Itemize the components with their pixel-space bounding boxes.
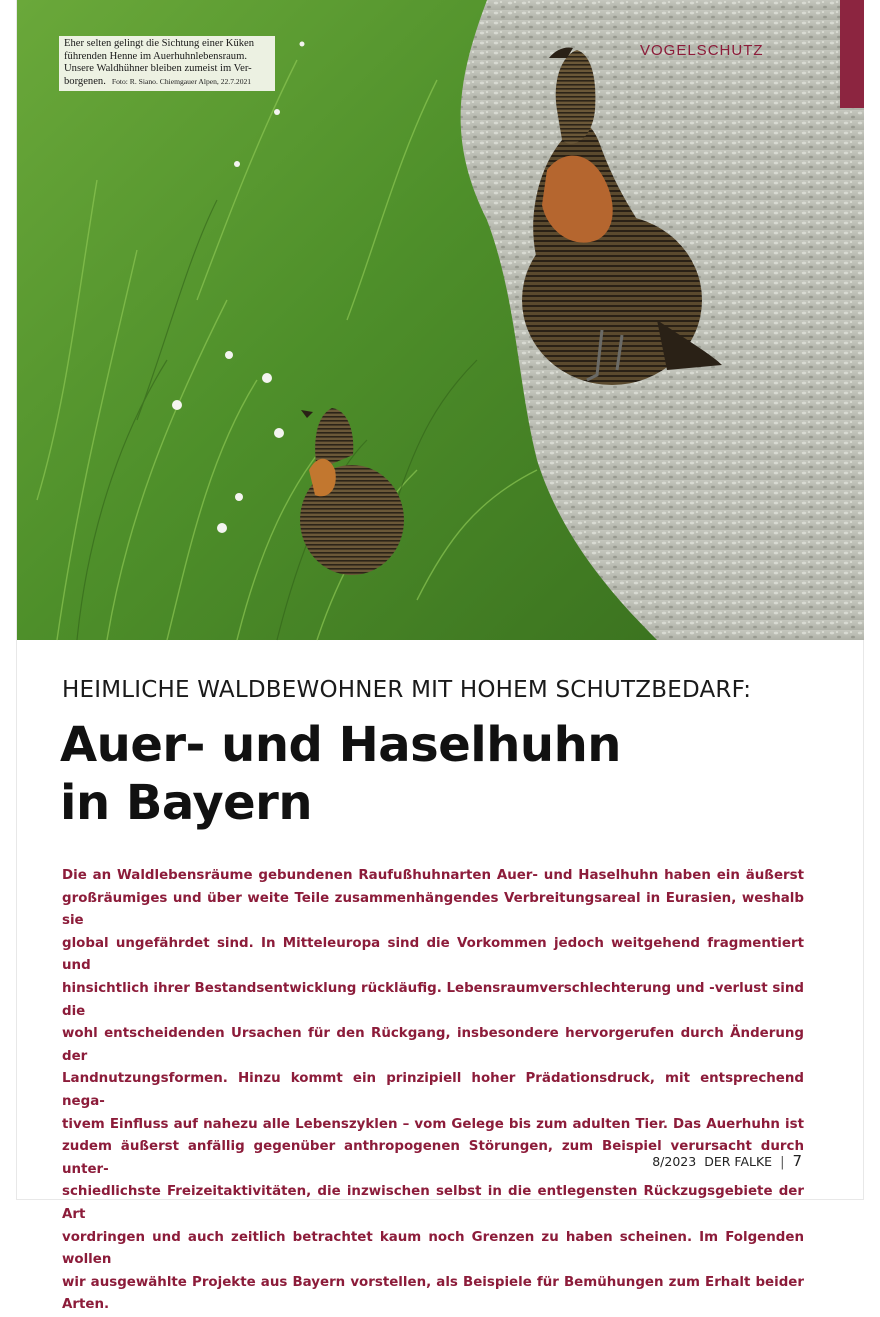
magazine-name: DER FALKE: [704, 1154, 773, 1169]
lead-line: wohl entscheidenden Ursachen für den Rückgang, insbesondere hervorgerufen durch Änderung der: [62, 1026, 804, 1064]
lead-line: Die an Waldlebensräume gebundenen Raufußhuhnarten Auer- und Haselhuhn haben ein äußerst: [62, 868, 804, 883]
article-kicker: HEIMLICHE WALDBEWOHNER MIT HOHEM SCHUTZBEDARF:: [62, 677, 752, 703]
lead-line: hinsichtlich ihrer Bestandsentwicklung rückläufig. Lebensraumverschlechterung und -verlust sind die: [62, 980, 804, 1019]
lead-paragraph: [62, 865, 804, 1317]
photo-caption: [59, 36, 275, 91]
section-label: VOGELSCHUTZ: [640, 42, 764, 59]
lead-line: vordringen und auch zeitlich betrachtet kaum noch Grenzen zu haben scheinen. Im Folgenden wollen: [62, 1229, 804, 1268]
page-footer: [652, 1152, 802, 1170]
lead-line: großräumiges und über weite Teile zusammenhängendes Verbreitungsareal in Eurasien, weshalb sie: [62, 890, 804, 929]
lead-line: zudem äußerst anfällig gegenüber anthropogenen Störungen, zum Beispiel verursacht durch unter-: [62, 1139, 804, 1177]
lead-line: schiedlichste Freizeitaktivitäten, die inzwischen selbst in die entlegensten Rückzugsgebiete der Art: [62, 1184, 804, 1222]
caption-line: borgenen. Foto: R. Siano. Chiemgauer Alpen, 22.7.2021: [64, 75, 252, 87]
section-color-bar: [840, 0, 864, 108]
lead-line: global ungefährdet sind. In Mitteleuropa sind die Vorkommen jedoch weitgehend fragmentiert und: [62, 935, 804, 974]
lead-line: tivem Einfluss auf nahezu alle Lebenszyklen – vom Gelege bis zum adulten Tier. Das Auerhuhn ist: [62, 1116, 804, 1132]
footer-separator: |: [780, 1155, 785, 1170]
lead-line: Landnutzungsformen. Hinzu kommt ein prinzipiell hoher Prädationsdruck, mit entsprechend nega-: [62, 1071, 804, 1109]
caption-line: Eher selten gelingt die Sichtung einer Küken: [64, 38, 255, 49]
caption-line: Unsere Waldhühner bleiben zumeist im Ver-: [64, 63, 252, 75]
title-line-2: in Bayern: [60, 775, 313, 831]
title-line-1: Auer- und Haselhuhn: [60, 717, 621, 773]
caption-line: führenden Henne im Auerhuhnlebensraum.: [64, 50, 247, 62]
lead-line: wir ausgewählte Projekte aus Bayern vorstellen, als Beispiele für Bemühungen zum Erhalt beider Arten.: [62, 1274, 804, 1313]
header-photo: [17, 0, 864, 640]
issue-number: 8/2023: [652, 1154, 697, 1169]
photo-credit: Foto: R. Siano. Chiemgauer Alpen, 22.7.2021: [111, 76, 252, 86]
page-number: 7: [792, 1152, 802, 1170]
article-title: [60, 716, 621, 832]
